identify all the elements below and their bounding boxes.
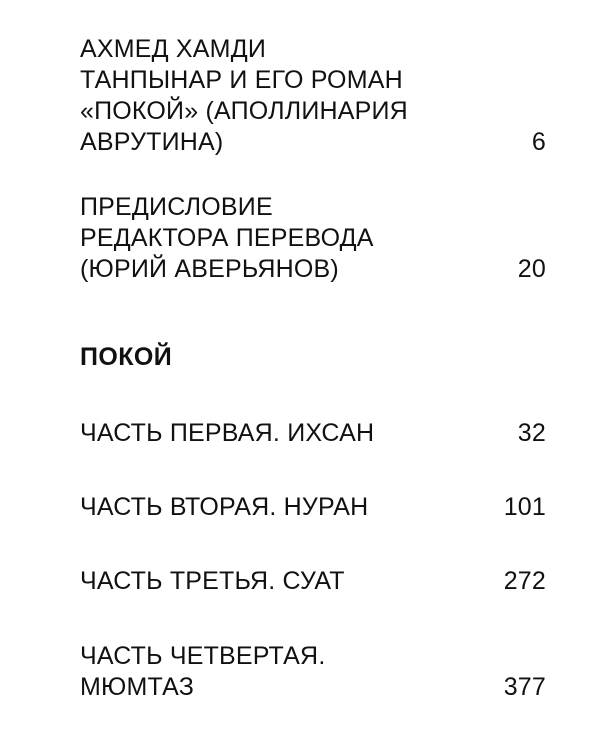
- toc-entry-title: ЧАСТЬ ЧЕТВЕРТАЯ. МЮМТАЗ: [80, 642, 326, 701]
- toc-entry-page-number: 6: [531, 128, 546, 156]
- toc-entry-part-four: [80, 641, 546, 703]
- toc-entry-page-number: 32: [517, 419, 546, 447]
- toc-entry-introduction: [80, 34, 546, 158]
- toc-entry-editor-preface: [80, 192, 546, 285]
- toc-entry-page-number: 20: [517, 255, 546, 283]
- toc-entry-page-number: 272: [503, 567, 546, 595]
- table-of-contents: [80, 34, 546, 703]
- toc-entry-title: ЧАСТЬ ПЕРВАЯ. ИХСАН: [80, 419, 375, 447]
- toc-entry-title: ЧАСТЬ ВТОРАЯ. НУРАН: [80, 493, 369, 521]
- toc-entry-page-number: 377: [503, 673, 546, 701]
- toc-entry-page-number: 101: [503, 493, 546, 521]
- toc-entry-part-three: [80, 566, 546, 597]
- toc-entry-part-one: [80, 418, 546, 449]
- toc-entry-title: ЧАСТЬ ТРЕТЬЯ. СУАТ: [80, 567, 345, 595]
- toc-entry-part-two: [80, 492, 546, 523]
- toc-entry-title: АХМЕД ХАМДИ ТАНПЫНАР И ЕГО РОМАН «ПОКОЙ» (АПОЛЛИНАРИЯ АВРУТИНА): [80, 35, 408, 156]
- toc-entry-title: ПРЕДИСЛОВИЕ РЕДАКТОРА ПЕРЕВОДА (ЮРИЙ АВЕРЬЯНОВ): [80, 193, 374, 283]
- section-heading: ПОКОЙ: [80, 343, 173, 371]
